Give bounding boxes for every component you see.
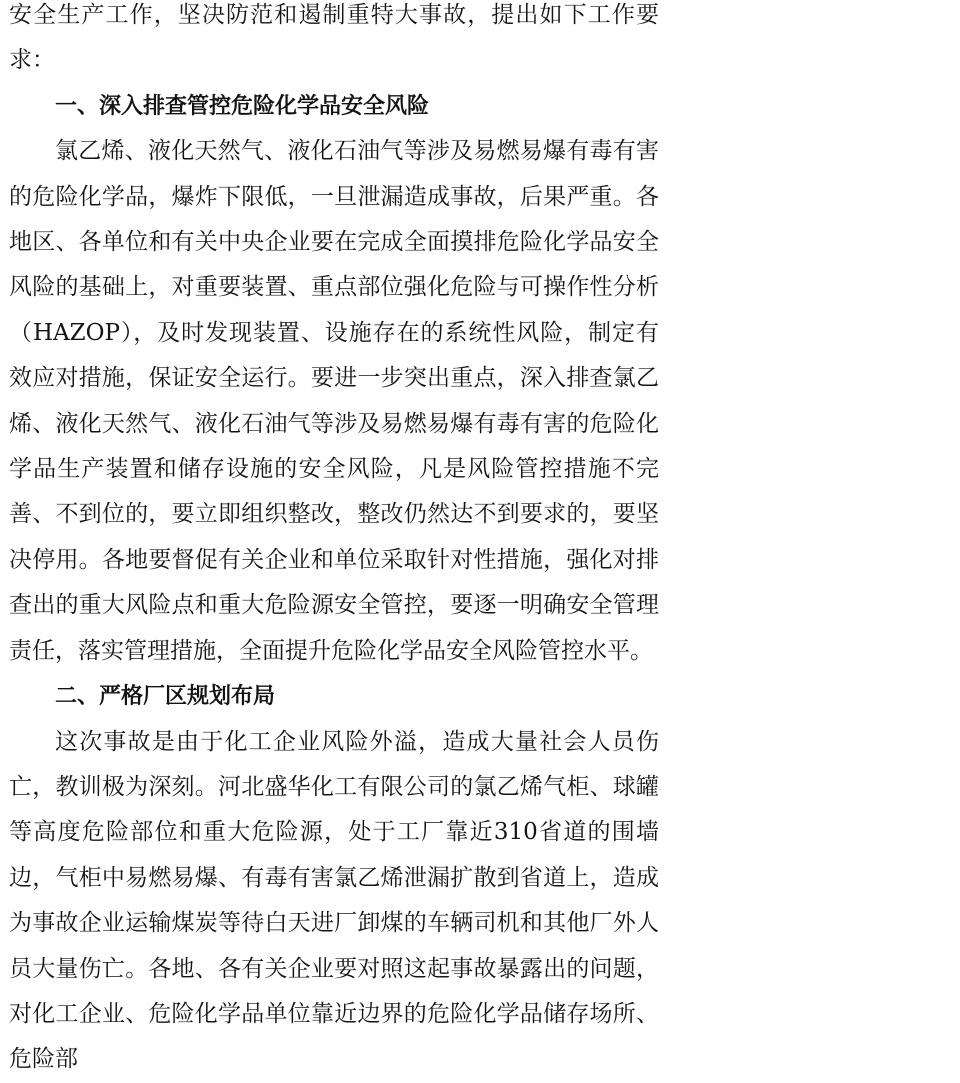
section-2-heading: 二、严格厂区规划布局 bbox=[55, 684, 276, 710]
section-1-heading: 一、深入排查管控危险化学品安全风险 bbox=[55, 93, 430, 119]
document-body bbox=[9, 0, 659, 1083]
section-2-paragraph: 这次事故是由于化工企业风险外溢，造成大量社会人员伤亡，教训极为深刻。河北盛华化工有限公司的氯乙烯气柜、球罐等高度危险部位和重大危险源，处于工厂靠近310省道的围墙边，气柜中易燃易爆、有毒有害氯乙烯泄漏扩散到省道上，造成为事故企业运输煤炭等待白天进厂卸煤的车辆司机和其他厂外人员大量伤亡。各地、各有关企业要对照这起事故暴露出的问题，对化工企业、危险化学品单位靠近边界的危险化学品储存场所、危险部 bbox=[9, 728, 659, 1073]
intro-paragraph-tail: 安全生产工作，坚决防范和遏制重特大事故，提出如下工作要求： bbox=[9, 2, 659, 74]
section-1-paragraph: 氯乙烯、液化天然气、液化石油气等涉及易燃易爆有毒有害的危险化学品，爆炸下限低，一旦泄漏造成事故，后果严重。各地区、各单位和有关中央企业要在完成全面摸排危险化学品安全风险的基础上，对重要装置、重点部位强化危险与可操作性分析（HAZOP），及时发现装置、设施存在的系统性风险，制定有效应对措施，保证安全运行。要进一步突出重点，深入排查氯乙烯、液化天然气、液化石油气等涉及易燃易爆有毒有害的危险化学品生产装置和储存设施的安全风险，凡是风险管控措施不完善、不到位的，要立即组织整改，整改仍然达不到要求的，要坚决停用。各地要督促有关企业和单位采取针对性措施，强化对排查出的重大风险点和重大危险源安全管控，要逐一明确安全管理责任，落实管理措施，全面提升危险化学品安全风险管控水平。 bbox=[9, 138, 659, 664]
